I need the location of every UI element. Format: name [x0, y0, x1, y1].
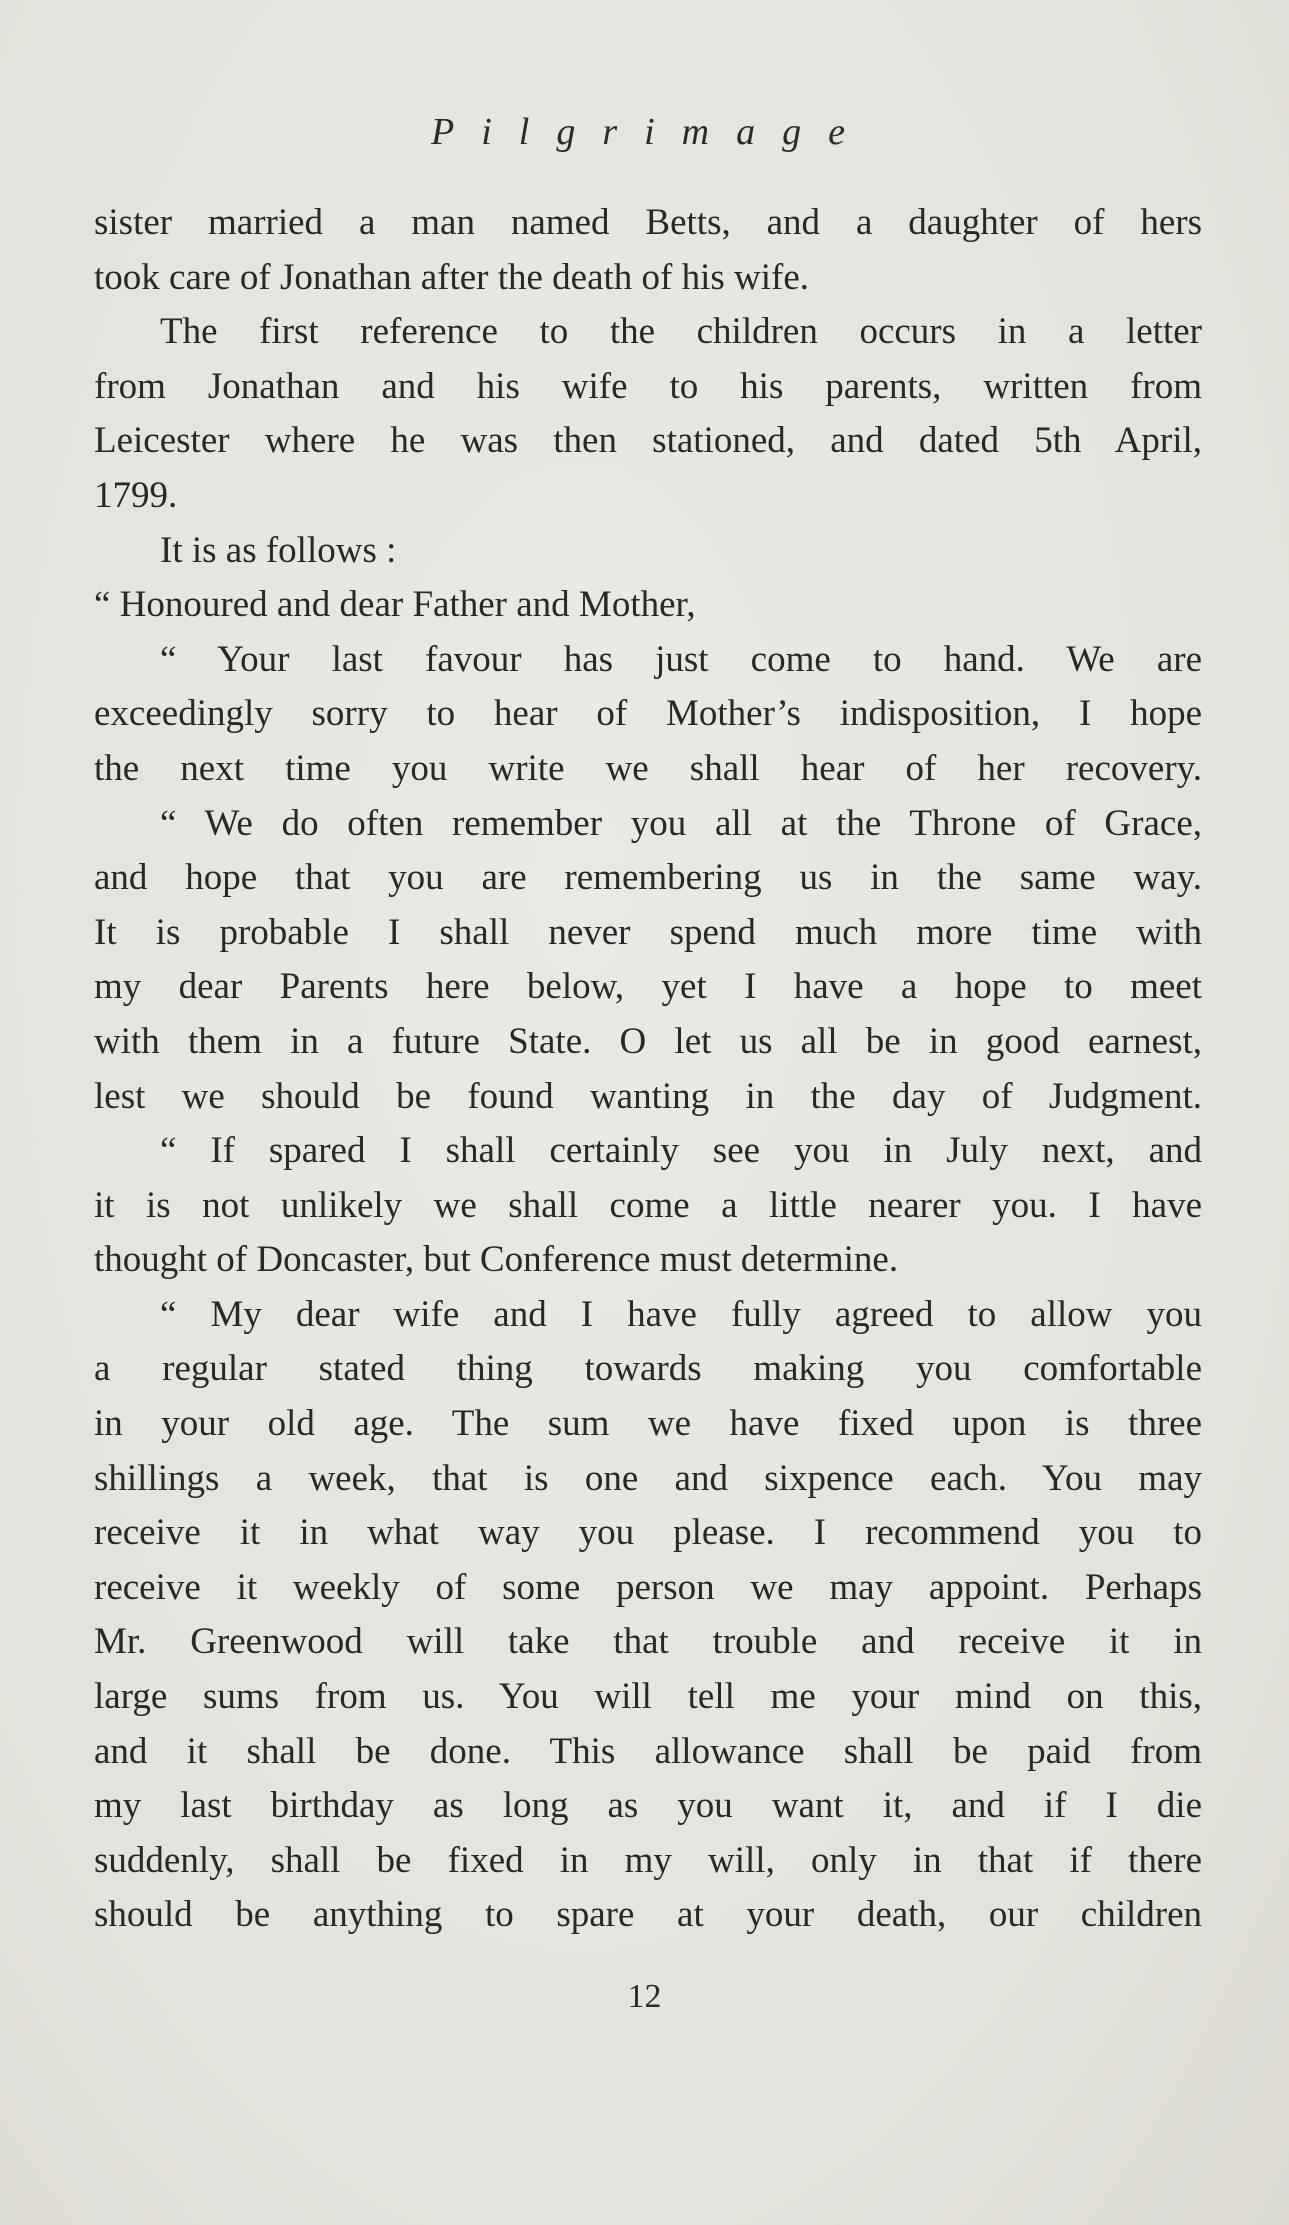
- text-line: exceedingly sorry to hear of Mother’s indisposition, I hope: [94, 693, 1202, 735]
- text-line: my last birthday as long as you want it, and if I die: [94, 1785, 1202, 1827]
- text-line: It is as follows :: [160, 529, 397, 571]
- text-line: “ If spared I shall certainly see you in July next, and: [160, 1130, 1202, 1172]
- text-line: suddenly, shall be fixed in my will, only in that if there: [94, 1839, 1202, 1881]
- text-line: thought of Doncaster, but Conference must determine.: [94, 1239, 899, 1281]
- text-line: “ My dear wife and I have fully agreed to allow you: [160, 1293, 1202, 1335]
- text-line: Mr. Greenwood will take that trouble and receive it in: [94, 1621, 1202, 1663]
- text-line: 1799.: [94, 474, 178, 516]
- text-line: from Jonathan and his wife to his parents, written from: [94, 365, 1202, 407]
- text-line: “ Your last favour has just come to hand. We are: [160, 638, 1202, 680]
- text-line: and hope that you are remembering us in the same way.: [94, 857, 1202, 899]
- text-line: with them in a future State. O let us all be in good earnest,: [94, 1020, 1202, 1062]
- page-number: 12: [627, 1978, 662, 2015]
- text-line: a regular stated thing towards making you comfortable: [94, 1348, 1202, 1390]
- text-line: Leicester where he was then stationed, and dated 5th April,: [94, 420, 1202, 462]
- text-line: should be anything to spare at your death, our children: [94, 1894, 1202, 1936]
- body-text: [94, 196, 1202, 1943]
- text-line: the next time you write we shall hear of her recovery.: [94, 747, 1202, 789]
- text-line: “ We do often remember you all at the Throne of Grace,: [160, 802, 1202, 844]
- text-line: “ Honoured and dear Father and Mother,: [94, 584, 696, 626]
- text-line: receive it in what way you please. I recommend you to: [94, 1512, 1202, 1554]
- text-line: The first reference to the children occurs in a letter: [160, 311, 1202, 353]
- text-line: lest we should be found wanting in the day of Judgment.: [94, 1075, 1202, 1117]
- text-line: It is probable I shall never spend much more time with: [94, 911, 1202, 953]
- text-line: and it shall be done. This allowance shall be paid from: [94, 1730, 1202, 1772]
- text-line: took care of Jonathan after the death of his wife.: [94, 256, 810, 298]
- text-line: my dear Parents here below, yet I have a hope to meet: [94, 966, 1202, 1008]
- text-line: large sums from us. You will tell me your mind on this,: [94, 1676, 1202, 1718]
- text-line: in your old age. The sum we have fixed upon is three: [94, 1403, 1202, 1445]
- text-line: it is not unlikely we shall come a little nearer you. I have: [94, 1184, 1202, 1226]
- text-line: receive it weekly of some person we may appoint. Perhaps: [94, 1566, 1202, 1608]
- text-line: shillings a week, that is one and sixpence each. You may: [94, 1457, 1202, 1499]
- text-line: sister married a man named Betts, and a daughter of hers: [94, 202, 1202, 243]
- running-head: Pilgrimage: [431, 111, 872, 153]
